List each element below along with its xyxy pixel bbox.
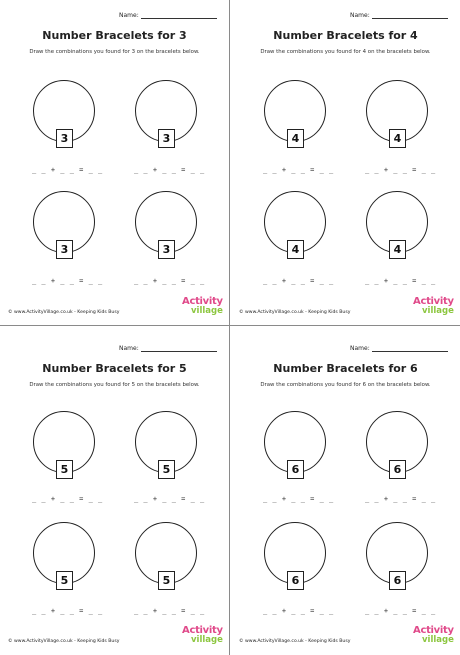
number-box: 5 xyxy=(158,571,175,590)
number-box: 4 xyxy=(389,240,406,259)
number-box: 3 xyxy=(56,129,73,148)
number-box: 3 xyxy=(56,240,73,259)
instruction-text: Draw the combinations you found for 5 on the bracelets below. xyxy=(29,382,200,388)
bracelet xyxy=(33,80,95,154)
instruction-text: Draw the combinations you found for 6 on the bracelets below. xyxy=(260,382,431,388)
bracelet xyxy=(264,80,326,154)
equation-blank: _ _ + _ _ = _ _ xyxy=(134,495,205,503)
number-box: 4 xyxy=(389,129,406,148)
worksheet-3 xyxy=(0,0,229,325)
equation-blank: _ _ + _ _ = _ _ xyxy=(263,607,334,615)
worksheet-title: Number Bracelets for 4 xyxy=(273,29,418,42)
number-box: 3 xyxy=(158,129,175,148)
activity-village-logo: Activity village xyxy=(413,625,454,645)
equation-blank: _ _ + _ _ = _ _ xyxy=(365,277,436,285)
bracelet xyxy=(366,522,428,596)
bracelet xyxy=(366,191,428,265)
equation-blank: _ _ + _ _ = _ _ xyxy=(32,166,103,174)
bracelet xyxy=(135,522,197,596)
vertical-divider xyxy=(229,0,230,655)
bracelet xyxy=(264,522,326,596)
equation-blank: _ _ + _ _ = _ _ xyxy=(32,495,103,503)
bracelet xyxy=(135,191,197,265)
worksheet-6 xyxy=(231,327,460,652)
worksheet-title: Number Bracelets for 3 xyxy=(42,29,187,42)
equation-blank: _ _ + _ _ = _ _ xyxy=(365,607,436,615)
footer-copyright: © www.ActivityVillage.co.uk - Keeping Kids Busy xyxy=(8,310,120,315)
number-box: 6 xyxy=(287,460,304,479)
bracelet xyxy=(366,80,428,154)
equation-blank: _ _ + _ _ = _ _ xyxy=(32,607,103,615)
name-field: Name: xyxy=(119,345,217,352)
number-box: 3 xyxy=(158,240,175,259)
equation-blank: _ _ + _ _ = _ _ xyxy=(263,166,334,174)
footer-copyright: © www.ActivityVillage.co.uk - Keeping Kids Busy xyxy=(8,639,120,644)
instruction-text: Draw the combinations you found for 3 on the bracelets below. xyxy=(29,49,200,55)
number-box: 5 xyxy=(158,460,175,479)
name-field: Name: xyxy=(350,345,448,352)
activity-village-logo: Activity village xyxy=(182,625,223,645)
equation-blank: _ _ + _ _ = _ _ xyxy=(134,277,205,285)
equation-blank: _ _ + _ _ = _ _ xyxy=(263,277,334,285)
worksheet-title: Number Bracelets for 6 xyxy=(273,362,418,375)
bracelet xyxy=(366,411,428,485)
bracelet xyxy=(33,411,95,485)
bracelet xyxy=(264,411,326,485)
worksheet-5 xyxy=(0,327,229,652)
number-box: 5 xyxy=(56,460,73,479)
equation-blank: _ _ + _ _ = _ _ xyxy=(263,495,334,503)
number-box: 5 xyxy=(56,571,73,590)
activity-village-logo: Activity village xyxy=(413,296,454,316)
equation-blank: _ _ + _ _ = _ _ xyxy=(365,495,436,503)
footer-copyright: © www.ActivityVillage.co.uk - Keeping Kids Busy xyxy=(239,639,351,644)
bracelet xyxy=(264,191,326,265)
name-field: Name: xyxy=(350,12,448,19)
number-box: 6 xyxy=(287,571,304,590)
bracelet xyxy=(33,191,95,265)
worksheet-title: Number Bracelets for 5 xyxy=(42,362,187,375)
instruction-text: Draw the combinations you found for 4 on the bracelets below. xyxy=(260,49,431,55)
name-field: Name: xyxy=(119,12,217,19)
equation-blank: _ _ + _ _ = _ _ xyxy=(134,166,205,174)
number-box: 6 xyxy=(389,460,406,479)
number-box: 4 xyxy=(287,240,304,259)
equation-blank: _ _ + _ _ = _ _ xyxy=(134,607,205,615)
bracelet xyxy=(135,80,197,154)
number-box: 6 xyxy=(389,571,406,590)
equation-blank: _ _ + _ _ = _ _ xyxy=(32,277,103,285)
worksheet-4 xyxy=(231,0,460,325)
footer-copyright: © www.ActivityVillage.co.uk - Keeping Kids Busy xyxy=(239,310,351,315)
bracelet xyxy=(135,411,197,485)
number-box: 4 xyxy=(287,129,304,148)
equation-blank: _ _ + _ _ = _ _ xyxy=(365,166,436,174)
horizontal-divider xyxy=(0,325,460,326)
activity-village-logo: Activity village xyxy=(182,296,223,316)
bracelet xyxy=(33,522,95,596)
